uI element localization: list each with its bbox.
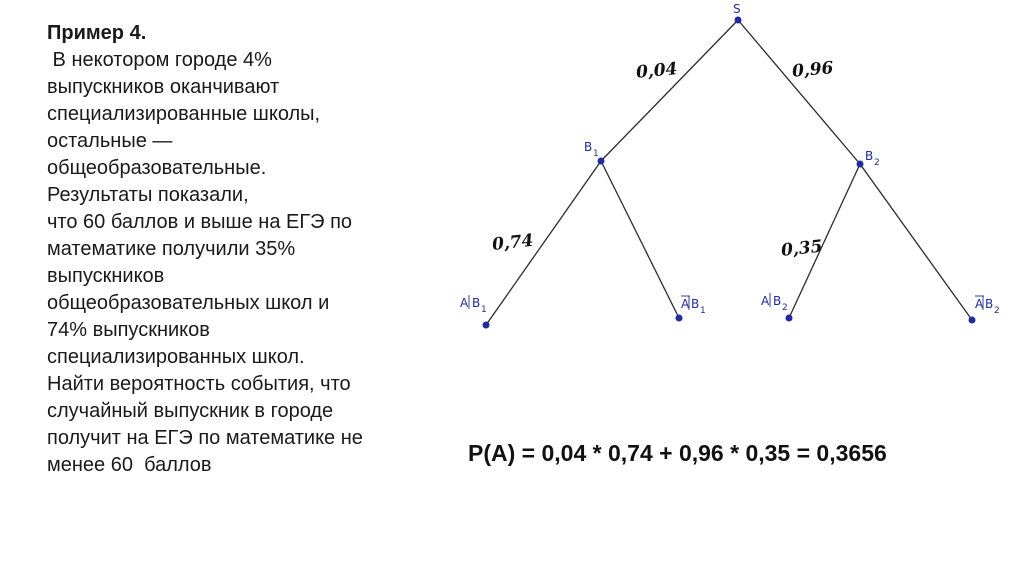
problem-line: 74% выпускников [47, 319, 210, 341]
leaf-ab2-b: B [773, 294, 782, 308]
edge-label-s-b1: 0,04 [635, 59, 679, 83]
leaf-nab1-subscript: 1 [700, 306, 706, 316]
problem-line: остальные — [47, 130, 173, 152]
node-nab2 [969, 317, 976, 324]
b1-subscript: 1 [593, 149, 599, 159]
leaf-nab2-b: B [985, 297, 994, 311]
edge-s-b1 [601, 20, 738, 161]
problem-line: Результаты показали, [47, 184, 249, 206]
leaf-ab1-b: B [472, 296, 481, 310]
problem-line: менее 60 баллов [47, 454, 212, 476]
node-ab1 [483, 322, 490, 329]
leaf-nab2-a: A [975, 297, 984, 311]
edge-label-b1-ab1: 0,74 [491, 230, 535, 255]
problem-title: Пример 4. [47, 22, 147, 44]
leaf-nab2-subscript: 2 [994, 306, 1000, 316]
problem-line: общеобразовательные. [47, 157, 267, 179]
node-ab2 [786, 315, 793, 322]
leaf-nab1-a: A [681, 297, 690, 311]
node-s [735, 17, 742, 24]
leaf-nab1-b: B [691, 297, 700, 311]
problem-line: специализированных школ. [47, 346, 305, 368]
b1-label: B [584, 140, 593, 154]
edge-label-s-b2: 0,96 [791, 58, 835, 82]
node-b2 [857, 161, 864, 168]
leaf-ab1-a: A [460, 296, 469, 310]
leaf-ab1-subscript: 1 [481, 305, 487, 315]
problem-line: выпускников [47, 265, 165, 287]
b2-label: B [865, 149, 874, 163]
problem-line: получит на ЕГЭ по математике не [47, 427, 363, 449]
edge-b1-nab1 [601, 161, 679, 318]
problem-line: специализированные школы, [47, 103, 321, 125]
edge-label-b2-ab2: 0,35 [780, 236, 824, 261]
problem-line: Найти вероятность события, что [47, 373, 351, 395]
problem-line: что 60 баллов и выше на ЕГЭ по [47, 211, 353, 233]
edge-s-b2 [738, 20, 860, 164]
node-nab1 [676, 315, 683, 322]
edge-b2-nab2 [860, 164, 972, 320]
problem-line: случайный выпускник в городе [47, 400, 334, 422]
problem-line: В некотором городе 4% [47, 49, 272, 71]
problem-line: математике получили 35% [47, 238, 296, 260]
leaf-ab2-subscript: 2 [782, 303, 788, 313]
problem-line: выпускников оканчивают [47, 76, 280, 98]
problem-line: общеобразовательных школ и [47, 292, 330, 314]
leaf-ab2-a: A [761, 294, 770, 308]
b2-subscript: 2 [874, 158, 880, 168]
root-label: S [733, 2, 741, 16]
probability-formula: P(A) = 0,04 * 0,74 + 0,96 * 0,35 = 0,3656 [468, 440, 887, 466]
